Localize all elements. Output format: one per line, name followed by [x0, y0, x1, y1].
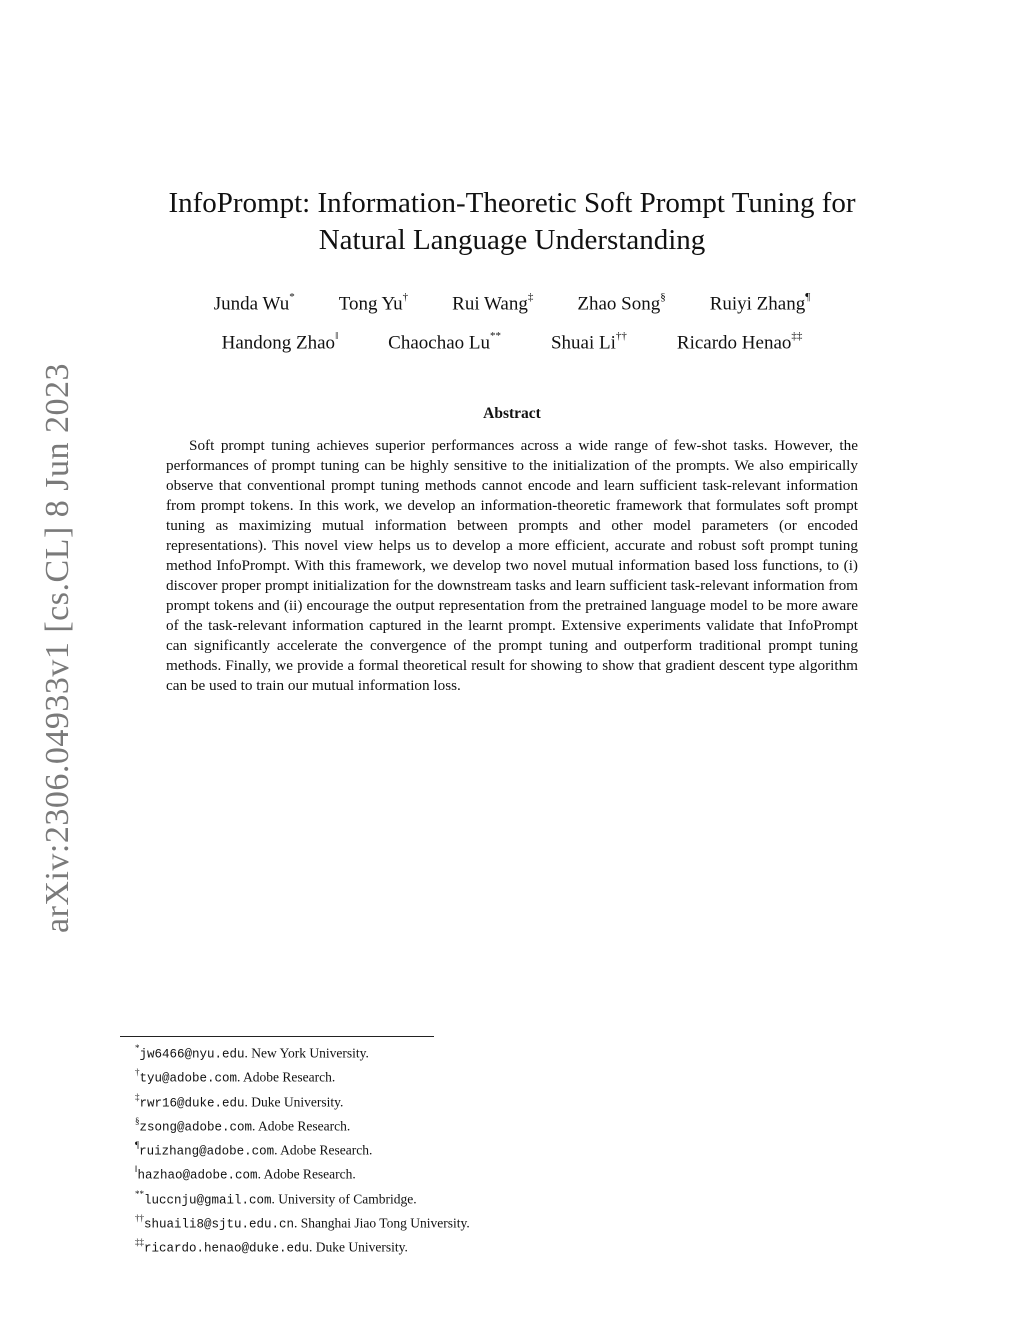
footnote-mark: § — [135, 1115, 140, 1126]
author-name: Junda Wu — [213, 293, 290, 315]
author-mark: † — [402, 291, 409, 303]
footnote-divider — [120, 1036, 434, 1037]
author-name: Zhao Song — [577, 293, 661, 315]
author — [214, 282, 295, 321]
footnote — [135, 1040, 470, 1064]
title-line: Natural Language Understanding — [318, 224, 706, 256]
abstract-heading: Abstract — [483, 405, 541, 422]
footnote-email[interactable]: jw6466@nyu.edu — [139, 1047, 245, 1062]
footnote-email[interactable]: hazhao@adobe.com — [137, 1168, 258, 1183]
footnote-mark: ** — [135, 1188, 144, 1199]
footnote-mark: † — [135, 1067, 140, 1078]
footnote-affiliation: . Duke University. — [244, 1094, 344, 1110]
footnote-affiliation: . Adobe Research. — [252, 1118, 351, 1134]
footnote-mark: * — [135, 1043, 140, 1053]
author-mark: †† — [615, 330, 627, 343]
author — [551, 321, 627, 360]
author — [677, 321, 802, 360]
footnote — [135, 1089, 470, 1113]
author-name: Handong Zhao — [221, 332, 336, 354]
footnote — [135, 1137, 470, 1161]
footnote-affiliation: . New York University. — [244, 1045, 369, 1061]
footnote-email[interactable]: tyu@adobe.com — [139, 1071, 238, 1086]
author-mark: ‡‡ — [791, 330, 803, 343]
footnote — [135, 1064, 470, 1088]
footnote — [135, 1186, 470, 1210]
footnote-affiliation: . University of Cambridge. — [271, 1191, 417, 1207]
author — [452, 282, 533, 321]
author-name: Tong Yu — [338, 293, 403, 315]
author-mark: ‡ — [527, 291, 534, 303]
author-mark: * — [289, 291, 295, 303]
footnote-email[interactable]: rwr16@duke.edu — [139, 1096, 245, 1111]
author-name: Shuai Li — [550, 332, 616, 354]
author-name: Ruiyi Zhang — [709, 293, 806, 315]
paper-title — [150, 185, 874, 259]
abstract-text: Soft prompt tuning achieves superior performances across a wide range of few-shot tasks. However, the performances of prompt tuning can be highly sensitive to the initialization of the prompts. We also empirically observe that conventional prompt tuning methods cannot encode and learn sufficient task-relevant information from prompt tokens. In this work, we develop an information-theoretic framework that formulates soft prompt tuning as maximizing mutual information between prompts and other model parameters (or encoded representations). This novel view helps us to develop a more efficient, accurate and robust soft prompt tuning method InfoPrompt. With this framework, we develop two novel mutual information based loss functions, to (i) discover proper prompt initialization for the downstream tasks and learn sufficient task-relevant information from prompt tokens and (ii) encourage the output representation from the pretrained language model to be more aware of the task-relevant information captured in the learnt prompt. Extensive experiments validate that InfoPrompt can significantly accelerate the convergence of the prompt tuning and outperform traditional prompt tuning methods. Finally, we provide a formal theoretical result for showing to show that gradient descent type algorithm can be used to train our mutual information loss. — [166, 437, 858, 694]
footnote-email[interactable]: ruizhang@adobe.com — [139, 1144, 275, 1159]
footnote-mark: ‡ — [135, 1091, 140, 1102]
footnote-affiliation: . Adobe Research. — [257, 1166, 356, 1182]
footnote-mark: ‖ — [135, 1164, 138, 1175]
footnote — [135, 1113, 470, 1137]
footnote-mark: ‡‡ — [135, 1237, 144, 1248]
author-mark: § — [660, 291, 666, 303]
author-mark: ‖ — [335, 330, 339, 343]
author-name: Chaochao Lu — [388, 332, 490, 354]
footnote-affiliation: . Adobe Research. — [274, 1142, 373, 1158]
footnote — [135, 1234, 470, 1258]
footnote-affiliation: . Shanghai Jiao Tong University. — [294, 1215, 470, 1231]
footnote-affiliation: . Duke University. — [309, 1239, 408, 1255]
footnote-mark: ¶ — [135, 1140, 140, 1151]
author — [222, 321, 339, 360]
footnote-list — [135, 1040, 470, 1259]
arxiv-identifier: arXiv:2306.04933v1 [cs.CL] 8 Jun 2023 — [39, 362, 76, 934]
author-mark: ** — [489, 330, 501, 343]
author-row — [150, 321, 874, 360]
author — [339, 282, 408, 321]
footnote — [135, 1210, 470, 1234]
footnote-email[interactable]: ricardo.henao@duke.edu — [144, 1241, 310, 1256]
author-name: Ricardo Henao — [676, 332, 792, 354]
author-row — [150, 282, 874, 321]
author — [577, 282, 665, 321]
author — [388, 321, 501, 360]
footnote-email[interactable]: shuaili8@sjtu.edu.cn — [144, 1217, 295, 1232]
footnote-mark: †† — [135, 1213, 144, 1224]
footnote-email[interactable]: zsong@adobe.com — [139, 1120, 253, 1135]
author-list — [150, 282, 874, 361]
footnote-affiliation: . Adobe Research. — [237, 1069, 336, 1085]
footnote-email[interactable]: luccnju@gmail.com — [144, 1193, 272, 1208]
footnote — [135, 1161, 470, 1185]
author-mark: ¶ — [805, 291, 811, 303]
author-name: Rui Wang — [452, 293, 528, 315]
title-line: InfoPrompt: Information-Theoretic Soft Prompt Tuning for — [168, 187, 856, 219]
author — [710, 282, 811, 321]
